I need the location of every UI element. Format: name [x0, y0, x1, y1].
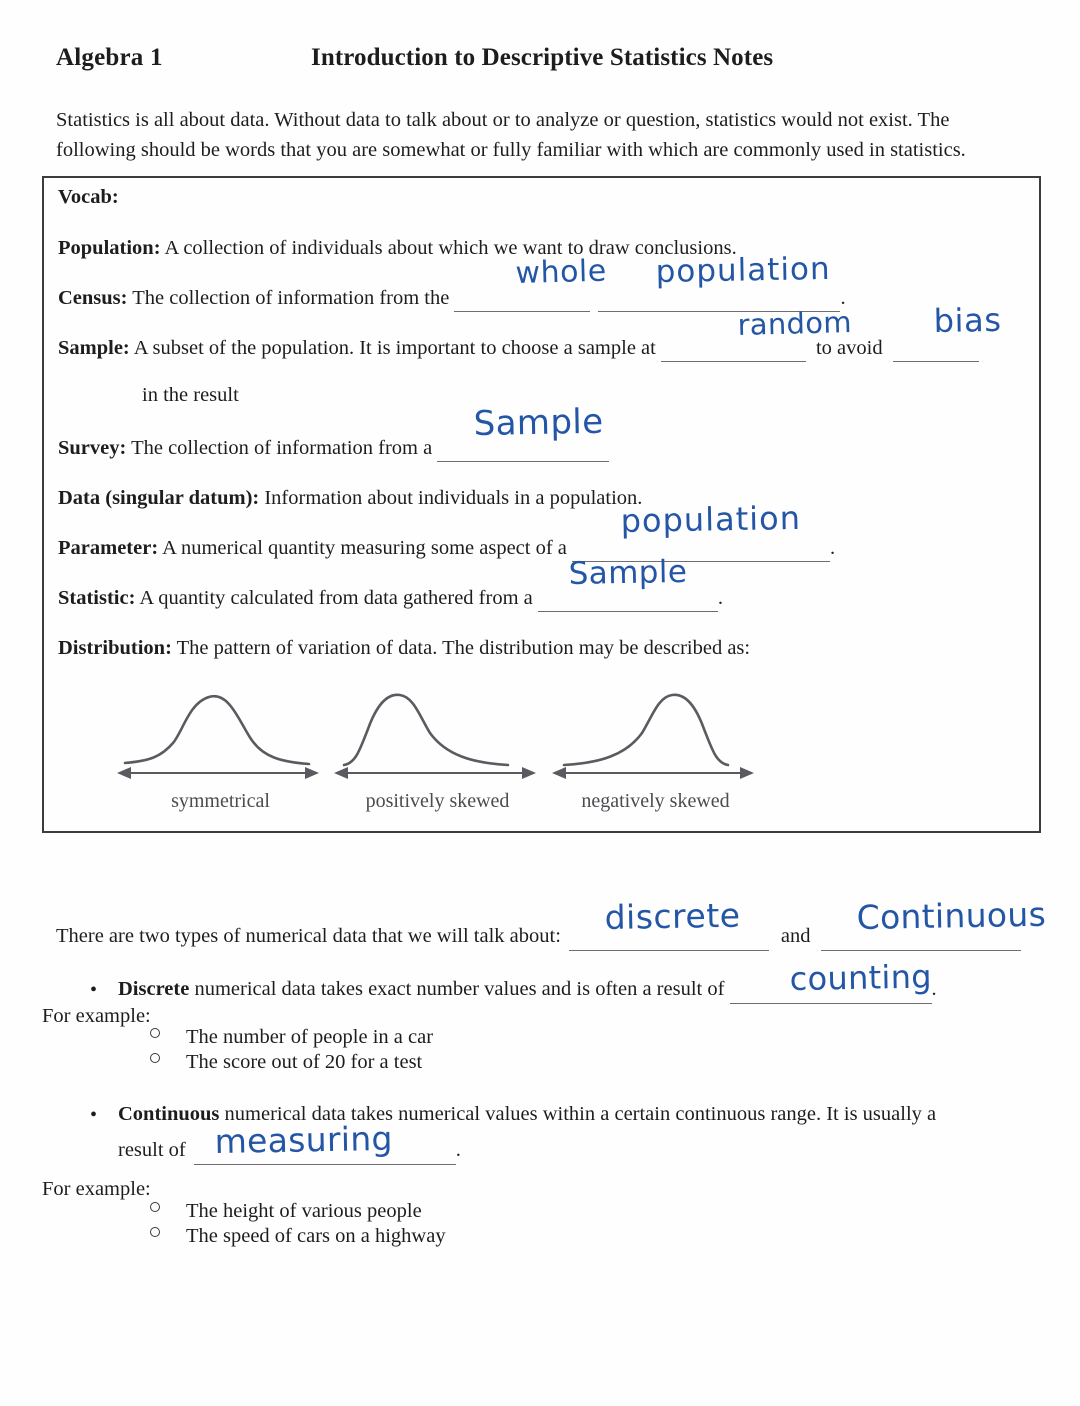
handwriting-continuous-answer: measuring: [214, 1118, 394, 1161]
vocab-text-data: Information about individuals in a population.: [259, 487, 643, 509]
right-skewed-curve-icon: [330, 673, 545, 785]
vocab-text-census: The collection of information from the: [127, 287, 455, 309]
circle-bullet-icon: [150, 1053, 160, 1063]
circle-bullet-icon: [150, 1028, 160, 1038]
vocab-term-population: Population:: [58, 237, 161, 259]
distribution-symmetrical: [113, 673, 328, 823]
vocab-term-statistic: Statistic:: [58, 587, 136, 609]
vocab-heading: Vocab:: [58, 186, 119, 208]
vocab-text-sample: A subset of the population. It is important to choose a sample at: [129, 337, 661, 359]
handwriting-numerical-type-1: discrete: [604, 895, 741, 937]
numerical-types-intro-text: There are two types of numerical data that we will talk about:: [56, 925, 561, 947]
distribution-diagrams: [58, 673, 1018, 823]
vocab-term-distribution: Distribution:: [58, 637, 172, 659]
vocab-entry-population: [58, 234, 737, 262]
handwriting-census-answer-2: population: [655, 250, 831, 290]
distribution-negatively-skewed: [548, 673, 763, 823]
symmetric-bell-curve-icon: [113, 673, 328, 785]
handwriting-discrete-answer: counting: [789, 957, 933, 998]
vocab-text-parameter: A numerical quantity measuring some aspect of a: [158, 537, 573, 559]
continuous-example-1-text: The height of various people: [186, 1200, 422, 1222]
distribution-label-symmetrical: symmetrical: [171, 790, 270, 812]
circle-bullet-icon: [150, 1227, 160, 1237]
continuous-for-example-label: For example:: [42, 1178, 151, 1200]
vocab-term-parameter: Parameter:: [58, 537, 159, 559]
discrete-example-1-text: The number of people in a car: [186, 1026, 434, 1048]
vocab-sample-continuation: in the result: [142, 384, 239, 406]
handwriting-parameter-answer: population: [620, 498, 802, 540]
handwriting-survey-answer: Sample: [473, 401, 604, 444]
blank-census-1[interactable]: [454, 289, 590, 312]
discrete-term: Discrete: [118, 978, 190, 1000]
vocab-box: [42, 176, 1041, 833]
circle-bullet-icon: [150, 1202, 160, 1212]
vocab-text-population: A collection of individuals about which we want to draw conclusions.: [160, 237, 737, 259]
handwriting-sample-answer-1: random: [737, 305, 853, 342]
statistic-period: .: [717, 587, 724, 609]
sample-mid-text: to avoid: [815, 337, 883, 359]
blank-statistic-1[interactable]: [538, 589, 718, 612]
discrete-example-2-text: The score out of 20 for a test: [186, 1051, 423, 1073]
page-header: [56, 44, 1036, 80]
numerical-types-conjunction: and: [780, 925, 811, 947]
continuous-period: .: [455, 1139, 461, 1161]
vocab-term-data: Data (singular datum):: [58, 487, 260, 509]
blank-sample-2[interactable]: [893, 339, 979, 362]
census-period: .: [840, 287, 846, 309]
vocab-text-survey: The collection of information from a: [126, 437, 438, 459]
intro-paragraph: Statistics is all about data. Without data to talk about or to analyze or question, statistics would not exist. The following should be words that you are somewhat or fully familiar with which are commonly used in statistics.: [56, 109, 966, 161]
discrete-example-2: [150, 1048, 422, 1077]
bullet-dot-icon: •: [90, 1104, 98, 1126]
handwriting-numerical-type-2: Continuous: [856, 894, 1047, 937]
handwriting-sample-answer-2: bias: [933, 300, 1002, 340]
vocab-entry-data: [58, 484, 642, 512]
discrete-period: .: [931, 978, 937, 1000]
bullet-dot-icon: •: [90, 979, 98, 1001]
vocab-term-census: Census:: [58, 287, 128, 309]
vocab-entry-distribution: [58, 634, 750, 662]
continuous-text: numerical data takes numerical values within a certain continuous range. It is usually a: [219, 1103, 937, 1125]
vocab-term-survey: Survey:: [58, 437, 127, 459]
distribution-label-negatively-skewed: negatively skewed: [581, 790, 730, 812]
continuous-example-2: [150, 1222, 446, 1251]
vocab-text-distribution: The pattern of variation of data. The distribution may be described as:: [171, 637, 751, 659]
distribution-label-positively-skewed: positively skewed: [365, 790, 510, 812]
discrete-text: numerical data takes exact number values and is often a result of: [189, 978, 730, 1000]
course-title: Algebra 1: [56, 44, 163, 71]
blank-sample-1[interactable]: [661, 339, 806, 362]
distribution-positively-skewed: [330, 673, 545, 823]
vocab-text-statistic: A quantity calculated from data gathered from a: [135, 587, 538, 609]
page-title: Introduction to Descriptive Statistics Notes: [311, 44, 774, 71]
continuous-result-label: result of: [118, 1139, 186, 1161]
discrete-for-example-label: For example:: [42, 1005, 151, 1027]
handwriting-statistic-answer: Sample: [568, 553, 688, 592]
left-skewed-curve-icon: [548, 673, 763, 785]
parameter-period: .: [830, 537, 836, 559]
continuous-example-2-text: The speed of cars on a highway: [186, 1225, 446, 1247]
vocab-term-sample: Sample:: [58, 337, 130, 359]
handwriting-census-answer-1: whole: [515, 253, 608, 291]
continuous-term: Continuous: [118, 1103, 220, 1125]
